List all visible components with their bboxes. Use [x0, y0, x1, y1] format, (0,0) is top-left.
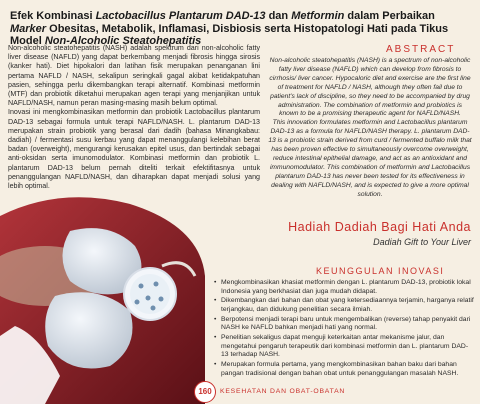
title-text: Efek Kombinasi: [10, 10, 96, 22]
page-number: 160: [194, 381, 216, 403]
advantages-heading: KEUNGGULAN INOVASI: [316, 266, 445, 276]
title-text: dan: [265, 10, 292, 22]
advantage-item: • Penelitian sekaligus dapat menguji keterkaitan antar mekanisme jalur, dan mengetahui pengaruh terapeutik dari kombinasi metformin dan L. plantarum DAD-13 terhadap NASH.: [214, 334, 474, 360]
abstract-section: [268, 57, 472, 200]
title-disease: Non-Alcoholic Steatohepatitis: [44, 35, 202, 47]
title-drug: Metformin: [291, 10, 345, 22]
advantage-item: • Dikembangkan dari bahan dan obat yang ketersediaannya terjamin, harganya relatif terjangkau, dan didukung penelitian secara ilmiah.: [214, 297, 474, 314]
slogan-sub: Dadiah Gift to Your Liver: [373, 237, 471, 247]
intro-section: [8, 44, 260, 191]
abstract-paragraph-1: Non-alcoholic steatohepatitis (NASH) is a spectrum of non-alcoholic fatty liver disease (NAFLD) which can develop from fibrosis to cirrhosis/ liver cancer. Hypocaloric diet and exercise are the first line of treatment for NAFLD / NASH, although they often fail due to patient's lack of discipline, so they need to be accompanied by drug administration. The combination of metformin and probiotics is known to be a promising therapeutic agent for NAFLD/NASH.: [269, 57, 471, 118]
advantage-item: • Berpotensi menjadi terapi baru untuk mengembalikan (reverse) tahap penyakit dari NASH ke NAFLD bahkan menjadi hati yang normal.: [214, 316, 474, 333]
abstract-paragraph-2: This innovation formulates metformin and Lactobacillus plantarum DAD-13 as a formula for NAFLD/NASH therapy. L. plantarum DAD-13 is a probiotic strain derived from curd / fermented buffalo milk that has been proven effective to simultaneously overcome overweight, reduce intestinal epithelial damage, and act as an antioxidant and immunomodulator. This combination of metformin and Lactobacillus plantarum DAD-13 has never been tested for its effectiveness in dealing with NAFLD/NASH, and is expected to give a more optimal solution.: [268, 119, 472, 198]
intro-paragraph-1: Non-alcoholic steatohepatitis (NASH) adalah spektrum dari non-alcoholic fatty liver disease (NAFLD) yang dapat berkembang menjadi fibrosis hingga sirosis (kanker hati). Diet hipokalori dan latihan fisik merupakan penanganan lini pertama NAFLD / NASH, sekalipun seringkali gagal akibat ketidakpatuhan pasien, sehingga perlu dikembangkan terapi alternatif. Kombinasi metformin (MTF) dan probiotik diketahui merupakan agen terapi yang menjanjikan untuk NAFLD/NASH, namun peran masing-masing masih belum optimal.: [8, 44, 260, 108]
footer-section-label: KESEHATAN DAN OBAT-OBATAN: [220, 388, 346, 395]
title-text: dalam Perbaikan: [344, 10, 435, 22]
slogan-main: Hadiah Dadiah Bagi Hati Anda: [288, 220, 471, 234]
abstract-heading: ABSTRACT: [386, 44, 456, 55]
title-species: Lactobacillus Plantarum DAD-13: [95, 10, 266, 22]
lab-photo: [0, 186, 205, 404]
page-title: [10, 10, 470, 48]
advantage-item: • Merupakan formula pertama, yang mengkombinasikan bahan baku dari bahan pangan tradisional dengan bahan obat untuk penanggulangan masalah NASH.: [214, 361, 474, 378]
title-marker: Marker: [10, 22, 47, 35]
title-text: Obesitas, Metabolik, Inflamasi, Disbiosis serta Histopatologi Hati pada Tikus Model: [10, 22, 449, 47]
advantages-list: [214, 279, 474, 379]
intro-paragraph-2: Inovasi ini mengkombinasikan metformin dan probiotik Lactobacillus plantarum DAD-13 sebagai formula untuk terapi NAFLD/NASH. L. plantarum DAD-13 merupakan strain probiotik yang berasal dari dadih (bahasa Minangkabau: dadiah) / fermentasi susu kerbau yang dapat menanggulangi kelebihan berat badan (overweight), mengurangi kerusakan epitel usus, dan bertindak sebagai anti-oksidan serta imunomodulator. Kombinasi metformin dan probiotik L. plantarum DAD-13 belum pernah diteliti terkait efektifitasnya untuk penanggulangan NAFLD/NASH, dan diharapkan dapat menjadi solusi yang lebih optimal.: [8, 108, 260, 191]
advantage-item: • Mengkombinasikan khasiat metformin dengan L. plantarum DAD-13, probiotik lokal Indonesia yang berkhasiat dan juga mudah didapat.: [214, 279, 474, 296]
